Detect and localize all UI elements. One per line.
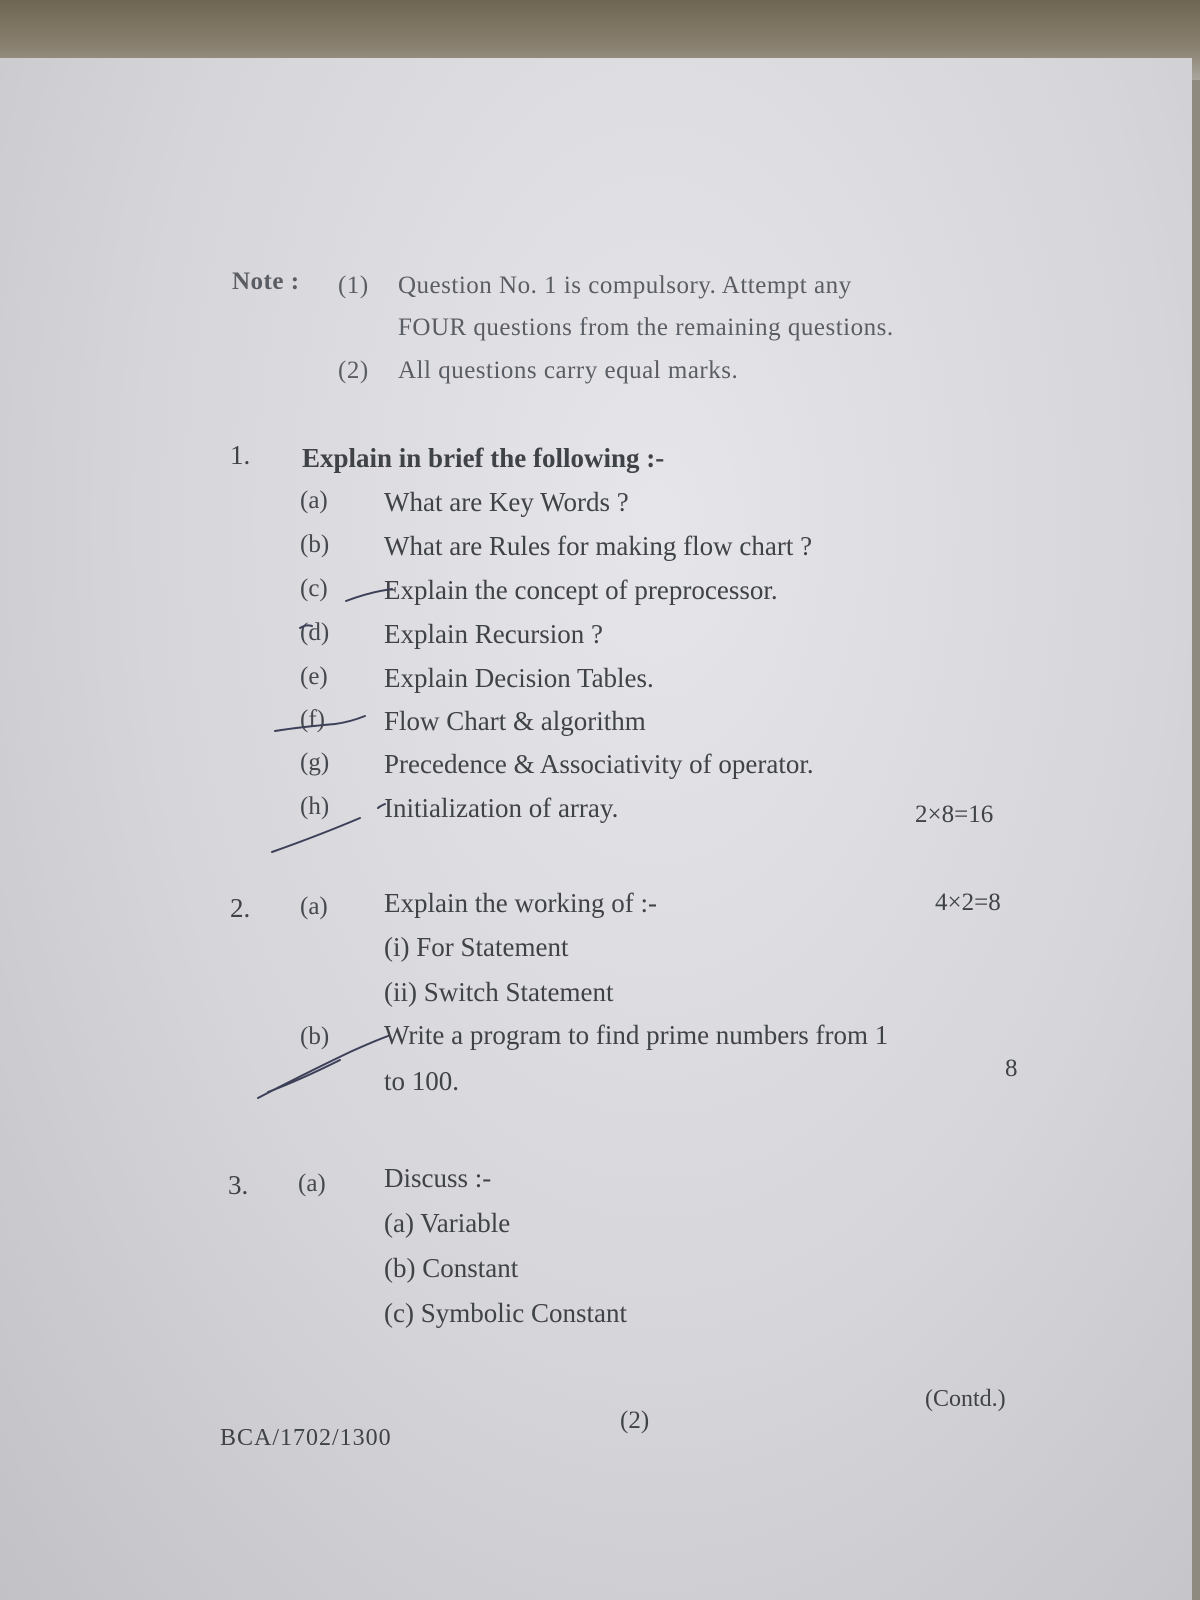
q1-part-label: (d) bbox=[300, 619, 330, 646]
question-3-number: 3. bbox=[228, 1170, 249, 1200]
note-label: Note : bbox=[232, 268, 300, 295]
page-number: (2) bbox=[620, 1407, 650, 1434]
q2-b-marks: 8 bbox=[1005, 1055, 1018, 1082]
q2-a-marks: 4×2=8 bbox=[935, 889, 1001, 916]
question-1-number: 1. bbox=[230, 440, 251, 470]
q1-part-label: (a) bbox=[300, 487, 328, 514]
note-item1-line1: Question No. 1 is compulsory. Attempt any bbox=[398, 272, 852, 299]
q1-part-label: (h) bbox=[300, 793, 330, 820]
note-item1-number: (1) bbox=[338, 272, 369, 299]
q2-a-item: (i) For Statement bbox=[384, 932, 569, 962]
q2-a-item: (ii) Switch Statement bbox=[384, 977, 614, 1007]
q1-part-label: (e) bbox=[300, 663, 328, 690]
note-item1-line2: FOUR questions from the remaining questions. bbox=[398, 314, 894, 341]
q3-a-text: Discuss :- bbox=[384, 1163, 492, 1193]
paper-code: BCA/1702/1300 bbox=[220, 1425, 392, 1451]
question-2-number: 2. bbox=[230, 893, 251, 923]
note-item2-text: All questions carry equal marks. bbox=[398, 357, 739, 384]
note-item2-number: (2) bbox=[338, 357, 369, 384]
q3-a-item: (c) Symbolic Constant bbox=[384, 1298, 627, 1328]
q1-part-label: (f) bbox=[300, 706, 325, 733]
q1-part-text: Precedence & Associativity of operator. bbox=[384, 749, 814, 779]
q2-a-label: (a) bbox=[300, 893, 328, 920]
q3-a-item: (b) Constant bbox=[384, 1253, 519, 1283]
continued-label: (Contd.) bbox=[925, 1386, 1006, 1412]
q1-part-text: What are Rules for making flow chart ? bbox=[384, 531, 813, 561]
q2-b-label: (b) bbox=[300, 1023, 330, 1050]
q1-part-label: (b) bbox=[300, 531, 330, 558]
q1-part-text: Explain Decision Tables. bbox=[384, 663, 654, 693]
q2-a-text: Explain the working of :- bbox=[384, 888, 657, 918]
q1-part-label: (c) bbox=[300, 575, 328, 602]
q2-b-text-line1: Write a program to find prime numbers from 1 bbox=[384, 1020, 889, 1050]
q1-part-label: (g) bbox=[300, 749, 330, 776]
question-1-marks: 2×8=16 bbox=[915, 801, 994, 828]
q1-part-text: Explain the concept of preprocessor. bbox=[384, 575, 778, 605]
q1-part-text: Flow Chart & algorithm bbox=[384, 706, 646, 736]
question-1-title: Explain in brief the following :- bbox=[302, 443, 665, 473]
q1-part-text: Explain Recursion ? bbox=[384, 619, 603, 649]
q3-a-item: (a) Variable bbox=[384, 1208, 511, 1238]
q1-part-text: What are Key Words ? bbox=[384, 487, 629, 517]
q1-part-text: Initialization of array. bbox=[384, 793, 619, 823]
q2-b-text-line2: to 100. bbox=[384, 1066, 460, 1096]
q3-a-label: (a) bbox=[298, 1170, 326, 1197]
